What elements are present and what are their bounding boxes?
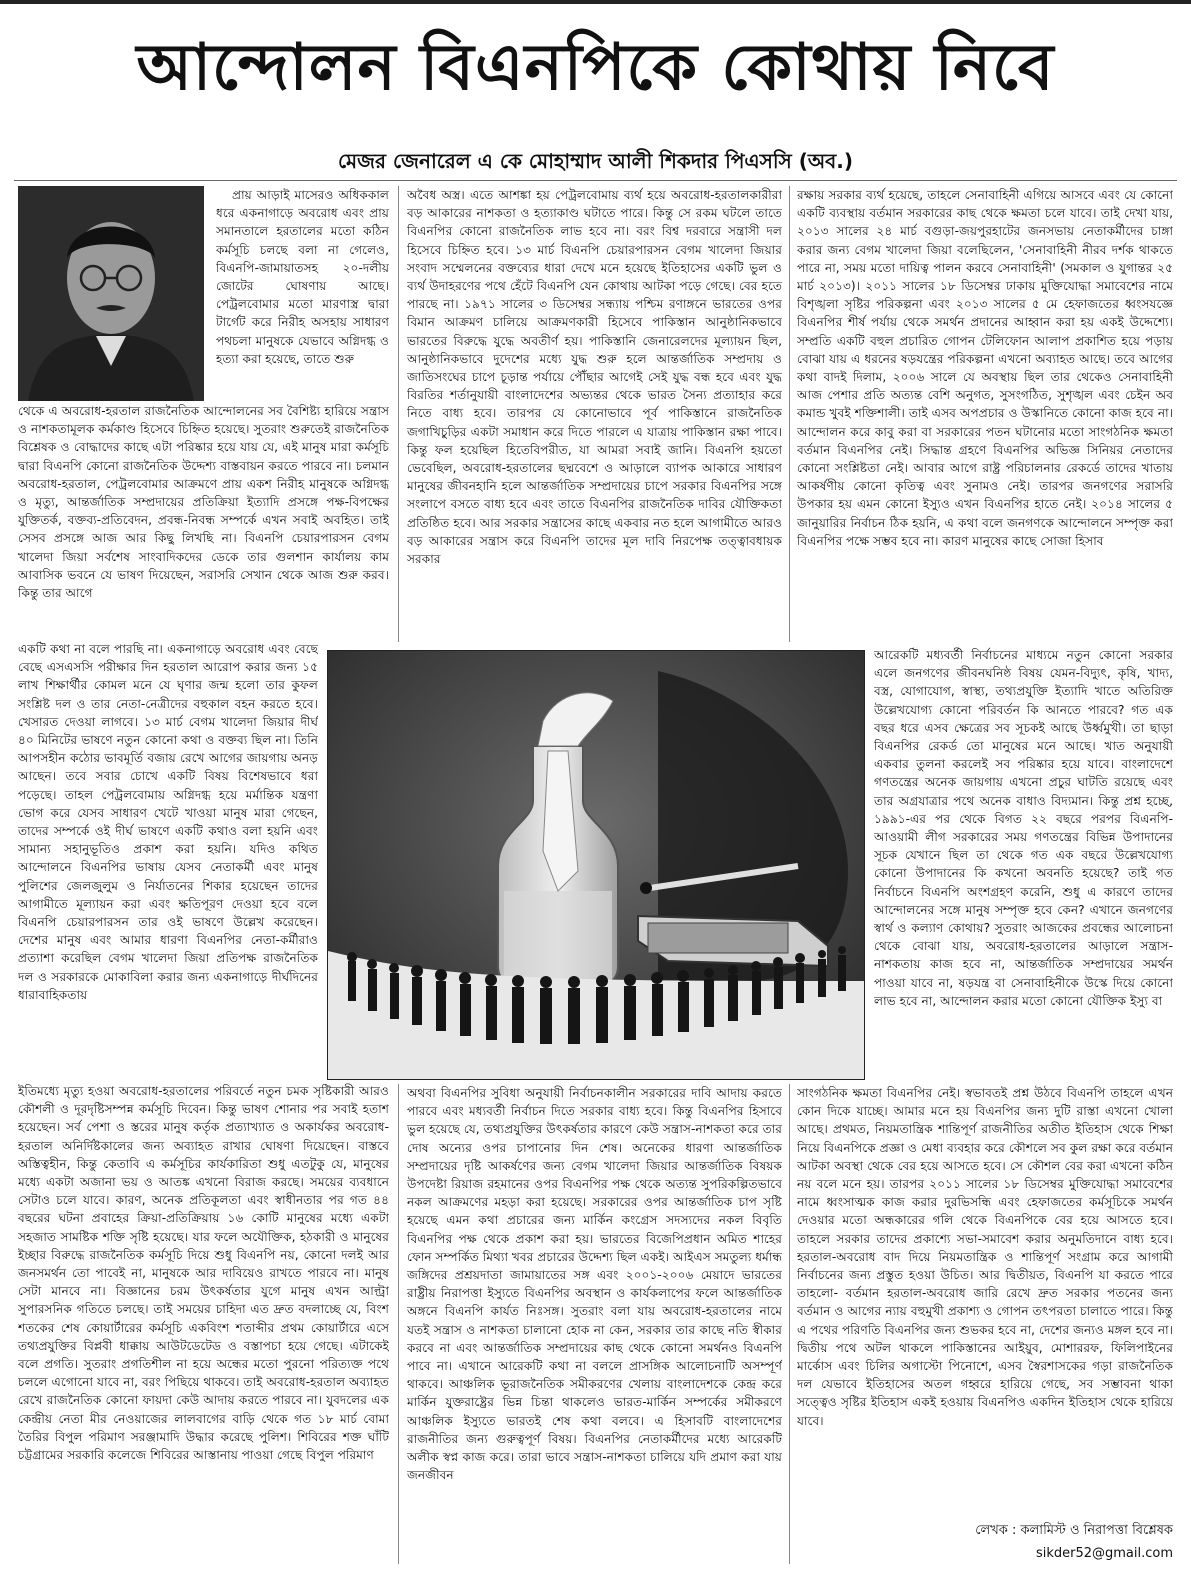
column-divider [789, 186, 790, 642]
paragraph: একটি কথা না বলে পারছি না। একনাগাড়ে অবরোধ এবং বেছে বেছে এসএসসি পরীক্ষার দিন হরতাল আরোপ করার জন্য ১৫ লাখ শিক্ষার্থীর কোমল মনে যে ঘৃণার জন্ম হলো তার কুফল সংশ্লিষ্ট দল ও তার নেতা-নেত্রীদের বহুকাল বহন করতে হবে। খেসারত দেওয়া লাগবে। ১৩ মার্চ বেগম খালেদা জিয়ার দীর্ঘ ৪০ মিনিটের ভাষণে নতুন কোনো কথা ও বক্তব্য ছিল না। তিনি আপসহীন কঠোর ভাবমূর্তি বজায় রেখে আগের জায়গায় অনড় আছেন। তবে সবার চোখে একটি বিষয় বিশেষভাবে ধরা পড়েছে। তাহল পেট্রলবোমায় অগ্নিদগ্ধ হয়ে মর্মান্তিক যন্ত্রণা ভোগ করে যেসব সাধারণ খেটে খাওয়া মানুষ মারা গেছেন, তাদের সম্পর্কে ওই দীর্ঘ ভাষণে একটি কথাও বলা হয়নি এবং সামান্য সহানুভূতিও প্রকাশ করা হয়নি। যদিও কথিত আন্দোলনে বিএনপির ভাষায় যেসব নেতাকর্মী এবং মানুষ পুলিশের জেলজুলুম ও নির্যাতনের শিকার হয়েছেন তাদের আগামীতে মূল্যায়ন করা এবং ক্ষতিপূরণ দেওয়া হবে বলে বিএনপি চেয়ারপারসন তার ওই ভাষণে উল্লেখ করেছেন। দেশের মানুষ এবং আমার ধারণা বিএনপির নেতা-কর্মীরাও প্রত্যাশা করেছিল বেগম খালেদা জিয়া প্রতিপক্ষ রাজনৈতিক দল ও সরকারকে মোকাবিলা করার জন্য একনাগাড়ে দীর্ঘদিনের ধারাবাহিকতায় [18, 642, 318, 1002]
column-1-main [18, 402, 389, 640]
column-1-bottom [18, 1082, 389, 1566]
author-portrait-image [18, 186, 204, 401]
column-3-narrow [874, 646, 1173, 1084]
top-rule [0, 0, 1191, 4]
paragraph: অবৈধ অস্ত্র। এতে আশঙ্কা হয় পেট্রলবোমায় ব্যর্থ হয়ে অবরোধ-হরতালকারীরা বড় আকারের নাশকতা ও হত্যাকাণ্ড ঘটাতে পারে। কিন্তু সে রকম ঘটলে তাতে বিএনপির কোনো রাজনৈতিক লাভ হবে না। বরং বিশ্ব দরবারে সন্ত্রাসী দল হিসেবে চিহ্নিত হবে। ১৩ মার্চ বিএনপি চেয়ারপারসন বেগম খালেদা জিয়ার সংবাদ সম্মেলনের বক্তব্যের ধারা দেখে মনে হয়েছে ইতিহাসের একটি ভুল ও ব্যর্থ উদাহরণের পথে হেঁটে বিএনপি যেন কোথায় আটকা পড়ে গেছে। বের হতে পারছে না। ১৯৭১ সালের ৩ ডিসেম্বর সন্ধ্যায় পশ্চিম রণাঙ্গনে ভারতের ওপর বিমান আক্রমণ চালিয়ে আক্রমণকারী হিসেবে পাকিস্তান আনুষ্ঠানিকভাবে ভারতের বিরুদ্ধে যুদ্ধে অবতীর্ণ হয়। পাকিস্তানি জেনারেলদের মূল্যায়ন ছিল, আনুষ্ঠানিকভাবে দুদেশের মধ্যে যুদ্ধ শুরু হলে আন্তর্জাতিক সম্প্রদায় ও জাতিসংঘের চাপে চূড়ান্ত পর্যায়ে পৌঁছার আগেই সেই যুদ্ধ বন্ধ হবে এবং যুদ্ধ বিরতির শর্তানুযায়ী বাংলাদেশের অভ্যন্তর থেকে ভারত সৈন্য প্রত্যাহার করে নিতে বাধ্য হবে। তারপর যে কোনোভাবে পূর্ব পাকিস্তানে রাজনৈতিক জগাখিচুড়ির একটা সমাধান করে দিতে পারলে এ যাত্রায় পাকিস্তান রক্ষা পাবে। কিন্তু ফল হয়েছিল হিতেবিপরীত, যা আমরা সবাই জানি। বিএনপি হয়তো ভেবেছিল, অবরোধ-হরতালের ছদ্মবেশে ও আড়ালে ব্যাপক আকারে সাধারণ মানুষের জীবনহানি হলে আন্তর্জাতিক সম্প্রদায়ের চাপে সরকার বিএনপির সঙ্গে সংলাপে বসতে বাধ্য হবে এবং তাতে বিএনপির রাজনৈতিক দাবির যৌক্তিকতা প্রতিষ্ঠিত হবে। আর সরকার সন্ত্রাসের কাছে একবার নত হলে আগামীতে আরও বড় আকারের সন্ত্রাস করে বিএনপি তাদের মূল দাবি নিরপেক্ষ তত্ত্বাবধায়ক সরকার [407, 188, 782, 567]
headline: আন্দোলন বিএনপিকে কোথায় নিবে [136, 30, 1055, 105]
author-email: sikder52@gmail.com [1035, 1546, 1173, 1561]
column-divider [398, 186, 399, 642]
petrol-bomb-illustration [328, 651, 864, 1079]
column-1-narrow [18, 640, 318, 1078]
paragraph: রক্ষায় সরকার ব্যর্থ হয়েছে, তাহলে সেনাবাহিনী এগিয়ে আসবে এবং যে কোনো একটি ব্যবস্থায় বর্তমান সরকারের কাছ থেকে ক্ষমতা চলে যাবে। তাই দেখা যায়, ২০১৩ সালের ২৪ মার্চ বগুড়া-জয়পুরহাটের জনসভায় নেতাকর্মীদের চাঙ্গা করার জন্য বেগম খালেদা জিয়া বলেছিলেন, 'সেনাবাহিনী নীরব দর্শক থাকতে পারে না, সময় মতো দায়িত্ব পালন করবে সেনাবাহিনী' (সমকাল ও যুগান্তর ২৫ মার্চ ২০১৩)। ২০১১ সালের ১৮ ডিসেম্বর ঢাকায় মুক্তিযোদ্ধা সমাবেশের নামে বিশৃঙ্খলা সৃষ্টির পরিকল্পনা এবং ২০১৩ সালের ৫ মে হেফাজতের ধ্বংসযজ্ঞে বিএনপির শীর্ষ পর্যায় থেকে সমর্থন প্রদানের আহ্বান করা হয় একই উদ্দেশ্যে। সম্প্রতি একটি বহুল প্রচারিত গোপন টেলিফোন আলাপ প্রকাশিত হয়ে পড়ায় বোঝা যায় এ ধরনের ষড়যন্ত্রের পরিকল্পনা এখনো অব্যাহত আছে। তবে আগের কথা বাদই দিলাম, ২০০৬ সালে যে অবস্থায় ছিল তার থেকেও সেনাবাহিনী আজ পেশার প্রতি অত্যন্ত বেশি অনুগত, সুসংগঠিত, সুশৃঙ্খল এবং চেইন অব কমান্ড খুবই শক্তিশালী। তাই এসব অপপ্রচার ও উস্কানিতে কোনো কাজ হবে না। আন্দোলন করে কাবু করা বা সরকারের পতন ঘটানোর মতো সাংগঠনিক ক্ষমতা বর্তমান বিএনপির নেই। সিদ্ধান্ত গ্রহণে বিএনপির অভিজ্ঞ সিনিয়র নেতাদের কোনো সংশ্লিষ্টতা নেই। আবার আগে রাষ্ট্র পরিচালনার রেকর্ডে তাদের খাতায় আকর্ষণীয় কোনো কৃতিত্ব এবং সুনামও নেই। তারপর জনগণের সরাসরি উপকার হয় এমন কোনো ইস্যুও এখন বিএনপির হাতে নেই। ২০১৪ সালের ৫ জানুয়ারির নির্বাচন ঠিক হয়নি, এ কথা বলে জনগণকে আন্দোলনে সম্পৃক্ত করা বিএনপির পক্ষে সম্ভব হবে না। কারণ মানুষের কাছে সোজা হিসাব [797, 188, 1173, 548]
column-3-bottom [797, 1084, 1173, 1514]
byline-divider [14, 180, 1177, 181]
paragraph: অথবা বিএনপির সুবিধা অনুযায়ী নির্বাচনকালীন সরকারের দাবি আদায় করতে পারবে এবং মধ্যবর্তী নির্বাচন দিতে সরকার বাধ্য হবে। কিন্তু বিএনপির হিসাবে ভুল হয়েছে যে, তথ্যপ্রযুক্তির উৎকর্ষতার কারণে কেউ সন্ত্রাস-নাশকতা করে তার দোষ অন্যের ওপর চাপানোর দিন শেষ। অনেকের ধারণা আন্তর্জাতিক সম্প্রদায়ের দৃষ্টি আকর্ষণের জন্য বেগম খালেদা জিয়ার আন্তর্জাতিক বিষয়ক উপদেষ্টা রিয়াজ রহমানের ওপর বিএনপির পক্ষ থেকে অত্যন্ত সুপরিকল্পিতভাবে নকল আক্রমণের মহড়া করা হয়েছে। সরকারের ওপর আন্তর্জাতিক চাপ সৃষ্টি হয়েছে এমন কথা প্রচারের জন্য মার্কিন কংগ্রেস সদস্যদের নকল বিবৃতি বিএনপির পক্ষ থেকে প্রকাশ করা হয়। ভারতের বিজেপিপ্রধান অমিত শাহের ফোন সম্পর্কিত মিথ্যা খবর প্রচারের উদ্দেশ্য ছিল একই। আইএস সমতুল্য ধর্মান্ধ জঙ্গিদের প্রশ্রয়দাতা জামায়াতের সঙ্গ এবং ২০০১-২০০৬ মেয়াদে ভারতের রাষ্ট্রীয় নিরাপত্তা ইস্যুতে বিএনপির অবস্থান ও কার্যকলাপের ফলে আন্তর্জাতিক অঙ্গনে বিএনপি কার্যত নিঃসঙ্গ। সুতরাং বলা যায় অবরোধ-হরতালের নামে যতই সন্ত্রাস ও নাশকতা চালানো হোক না কেন, সরকার তার কাছে নতি স্বীকার করবে না এবং আন্তর্জাতিক সম্প্রদায়ের কাছ থেকে কোনো সমর্থনও বিএনপি পাবে না। এখানে আরেকটি কথা না বললে প্রাসঙ্গিক আলোচনাটি অসম্পূর্ণ থাকবে। আঞ্চলিক ভূরাজনৈতিক সমীকরণের খেলায় বাংলাদেশকে কেন্দ্র করে মার্কিন যুক্তরাষ্ট্রের ভিন্ন চিন্তা থাকলেও ভারত-মার্কিন সম্পর্কের সমীকরণে আঞ্চলিক ইস্যুতে ভারতই শেষ কথা বলবে। এ হিসাবটি বাংলাদেশের রাজনীতির জন্য গুরুত্বপূর্ণ বিষয়। বিএনপির নেতাকর্মীদের মধ্যে আরেকটি অলীক স্বপ্ন কাজ করে। তারা ভাবে সন্ত্রাস-নাশকতা চালিয়ে যদি প্রমাণ করা যায় জনজীবন [407, 1086, 782, 1483]
column-2-bottom [407, 1084, 782, 1566]
illustration [327, 650, 865, 1080]
author-photo [18, 186, 204, 401]
author-description: লেখক : কলামিস্ট ও নিরাপত্তা বিশ্লেষক [975, 1523, 1173, 1538]
paragraph: আরেকটি মধ্যবর্তী নির্বাচনের মাধ্যমে নতুন কোনো সরকার এলে জনগণের জীবনঘনিষ্ঠ বিষয় যেমন-বিদ্যুৎ, কৃষি, খাদ্য, বস্ত্র, যোগাযোগ, স্বাস্থ্য, তথ্যপ্রযুক্তি ইত্যাদি খাতে অতিরিক্ত উল্লেখযোগ্য কোনো পরিবর্তন কি আনতে পারবে? গত এক বছর ধরে এসব ক্ষেত্রের সব সূচকই আছে উর্ধ্বমুখী। তা ছাড়া বিএনপির রেকর্ড তো মানুষের মনে আছে। খাত অনুযায়ী একবার তুলনা করলেই সব পরিষ্কার হয়ে যাবে। বাংলাদেশে গণতন্ত্রের অনেক জায়গায় এখনো প্রচুর ঘাটতি রয়েছে এবং তার অগ্রযাত্রার পথে অনেক বাধাও বিদ্যমান। কিন্তু প্রশ্ন হচ্ছে, ১৯৯১-এর পর থেকে বিগত ২২ বছরে পরপর বিএনপি-আওয়ামী লীগ সরকারের সময় গণতন্ত্রের বিভিন্ন উপাদানের সূচক যেখানে ছিল তা থেকে গত এক বছরে উল্লেখযোগ্য কোনো উপাদানের কি কখনো অবনতি হয়েছে? তাই গত নির্বাচনে বিএনপি অংশগ্রহণ করেনি, শুধু এ কারণে তাদের আন্দোলনের সঙ্গে মানুষ সম্পৃক্ত হবে কেন? এখানে জনগণের স্বার্থ ও কল্যাণ কোথায়? সুতরাং আজকের প্রবন্ধের আলোচনা থেকে বোঝা যায়, অবরোধ-হরতালের আড়ালে সন্ত্রাস-নাশকতায় কাজ হবে না, আন্তর্জাতিক সম্প্রদায়ের সমর্থন পাওয়া যাবে না, ষড়যন্ত্র বা সেনাবাহিনীকে উস্কে দিয়ে কোনো লাভ হবে না, আন্দোলন করার মতো কোনো যৌক্তিক ইস্যু বা [874, 648, 1173, 1008]
paragraph: থেকে এ অবরোধ-হরতাল রাজনৈতিক আন্দোলনের সব বৈশিষ্ট্য হারিয়ে সন্ত্রাস ও নাশকতামূলক কর্মকাণ্ড হিসেবে চিহ্নিত হয়েছে। সুতরাং শুরুতেই রাজনৈতিক বিশ্লেষক ও বোদ্ধাদের কাছে এটা পরিষ্কার হয়ে যায় যে, এই মানুষ মারা কর্মসূচি দ্বারা বিএনপি কোনো রাজনৈতিক উদ্দেশ্য বাস্তবায়ন করতে পারবে না। চলমান অবরোধ-হরতাল, পেট্রলবোমার আক্রমণে প্রায় একশ নিরীহ মানুষকে অগ্নিদগ্ধ ও মৃত্যু, আন্তর্জাতিক সম্প্রদায়ের প্রতিক্রিয়া ইত্যাদি প্রসঙ্গে পক্ষ-বিপক্ষের যুক্তিতর্ক, বক্তব্য-প্রতিবেদন, প্রবন্ধ-নিবন্ধ সম্পর্কে এখন সবাই অবহিত। তাই সেসব প্রসঙ্গে আজ আর কিছু লিখছি না। বিএনপি চেয়ারপারসন বেগম খালেদা জিয়া সর্বশেষ সাংবাদিকদের ডেকে তার গুলশান কার্যালয় কাম আবাসিক ভবনে যে ভাষণ দিয়েছেন, সরাসরি সেখান থেকে আজ শুরু করব। কিন্তু তার আগে [18, 404, 389, 601]
paragraph: সাংগঠনিক ক্ষমতা বিএনপির নেই। স্বভাবতই প্রশ্ন উঠবে বিএনপি তাহলে এখন কোন দিকে যাচ্ছে। আমার মনে হয় বিএনপির জন্য দুটি রাস্তা এখনো খোলা আছে। প্রথমত, নিয়মতান্ত্রিক শান্তিপূর্ণ রাজনীতির অতীত ইতিহাস থেকে শিক্ষা নিয়ে বিএনপিকে প্রজ্ঞা ও মেধা ব্যবহার করে কৌশলে সব কুল রক্ষা করে বর্তমান আটকা অবস্থা থেকে বের হয়ে আসতে হবে। সে কৌশল বের করা এখনো কঠিন নয় বলে মনে হয়। তারপর ২০১১ সালের ১৮ ডিসেম্বর মুক্তিযোদ্ধা সমাবেশের নামে ধ্বংসাত্মক কাজ করার দুরভিসন্ধি এবং হেফাজতের কর্মসূচিকে সমর্থন দেওয়ার মতো অন্ধকারের গলি থেকে বিএনপিকে বের হয়ে আসতে হবে। তাহলে সরকার তাদের প্রকাশ্যে সভা-সমাবেশ করার অনুমতিদানে বাধ্য হবে। হরতাল-অবরোধ বাদ দিয়ে নিয়মতান্ত্রিক ও শান্তিপূর্ণ সংগ্রাম করে আগামী নির্বাচনের জন্য প্রস্তুত হওয়া উচিত। আর দ্বিতীয়ত, বিএনপি যা করতে পারে তাহলো- বর্তমান হরতাল-অবরোধ জারি রেখে দ্রুত সরকার পতনের জন্য বর্তমান ও আগের ন্যায় বহুমুখী প্রকাশ্য ও গোপন তৎপরতা চালাতে পারে। কিন্তু এ পথের পরিণতি বিএনপির জন্য শুভকর হবে না, দেশের জন্যও মঙ্গল হবে না। দ্বিতীয় পথে অটল থাকলে পাকিস্তানের আইয়ুব, মোশাররফ, ফিলিপাইনের মার্কোস এবং চিলির অগাস্টো পিনোশে, এসব স্বৈরশাসকের গড়া রাজনৈতিক দল যেভাবে ইতিহাসের অতল গহ্বরে হারিয়ে গেছে, সব সম্ভাবনা থাকা সত্ত্বেও সৃষ্টির ইতিহাস একই হওয়ায় বিএনপিও একদিন ইতিহাস থেকে হারিয়ে যাবে। [797, 1086, 1173, 1428]
column-2-top [407, 186, 782, 642]
paragraph: প্রায় আড়াই মাসেরও অধিককাল ধরে একনাগাড়ে অবরোধ এবং প্রায় সমানতালে হরতালের মতো কঠিন কর্মসূচি চলছে বলা না গেলেও, বিএনপি-জামায়াতসহ ২০-দলীয় জোটের ঘোষণায় আছে। পেট্রলবোমার মতো মারণাস্ত্র দ্বারা টার্গেট করে নিরীহ অসহায় সাধারণ পথচলা মানুষকে যেভাবে অগ্নিদগ্ধ ও হত্যা করা হয়েছে, তাতে শুরু [216, 188, 389, 366]
column-divider [789, 1084, 790, 1564]
column-divider [398, 1084, 399, 1564]
paragraph: ইতিমধ্যে মৃত্যু হওয়া অবরোধ-হরতালের পরিবর্তে নতুন চমক সৃষ্টিকারী আরও কৌশলী ও দূরদৃষ্টিসম্পন্ন কর্মসূচি দিবেন। কিন্তু ভাষণ শোনার পর সবাই হতাশ হয়েছেন। সর্ব পেশা ও স্তরের মানুষ কর্তৃক প্রত্যাখ্যাত ও অকার্যকর অবরোধ-হরতাল অনির্দিষ্টকালের জন্য অব্যাহত রাখার ঘোষণা দিয়েছেন। বাস্তবে অস্তিত্বহীন, কিন্তু কেতাবি এ কর্মসূচির কার্যকারিতা শুধু এতটুকু যে, মানুষের মধ্যে একটা অজানা ভয় ও আতঙ্ক এখনো বিরাজ করছে। সময়ের ব্যবধানে সেটাও চলে যাবে। কারণ, অনেক প্রতিকূলতা এবং স্বাধীনতার পর গত ৪৪ বছরের ঘটনা প্রবাহের ক্রিয়া-প্রতিক্রিয়ায় ১৬ কোটি মানুষের মধ্যে একটা সহজাত সামষ্টিক শক্তি সৃষ্টি হয়েছে। যার ফলে অযৌক্তিক, হঠকারী ও মানুষের ইচ্ছার বিরুদ্ধে রাজনৈতিক কর্মসূচি দিয়ে শুধু বিএনপি নয়, কোনো দলই আর জনসমর্থন তো পাবেই না, মানুষকে আর দাবিয়েও রাখতে পারবে না। মানুষ সেটা মানবে না। বিজ্ঞানের চরম উৎকর্ষতার যুগে মানুষ এখন আল্ট্রা সুপারসনিক গতিতে চলছে। তাই সময়ের চাহিদা এত দ্রুত বদলাচ্ছে যে, বিংশ শতকের শেষ কোয়ার্টারের কর্মসূচি একবিংশ শতাব্দীর প্রথম কোয়ার্টারে এসে তথ্যপ্রযুক্তির বিপ্লবী ধাক্কায় আউটডেটেড ও বস্তাপচা হয়ে গেছে। এটাকেই বলে প্রগতি। সুতরাং প্রগতিশীল না হয়ে অন্ধের মতো পুরনো পরিত্যক্ত পথে চললে এগোনো যাবে না, বরং পিছিয়ে থাকবে। তাই অবরোধ-হরতাল অব্যাহত রেখে রাজনৈতিক কোনো ফায়দা কেউ আদায় করতে পারবে না। যুবদলের এক কেন্দ্রীয় নেতা মীর নেওয়াজের লালবাগের বাড়ি থেকে গত ১৮ মার্চ বোমা তৈরির বিপুল পরিমাণ সরঞ্জামাদি উদ্ধার করেছে পুলিশ। শিবিরের শক্ত ঘাঁটি চট্টগ্রামের সরকারি কলেজে শিবিরের আস্তানায় পাওয়া গেছে বিপুল পরিমাণ [18, 1084, 389, 1463]
column-3-top [797, 186, 1173, 642]
byline: মেজর জেনারেল এ কে মোহাম্মাদ আলী শিকদার পিএসসি (অব.) [337, 149, 854, 173]
